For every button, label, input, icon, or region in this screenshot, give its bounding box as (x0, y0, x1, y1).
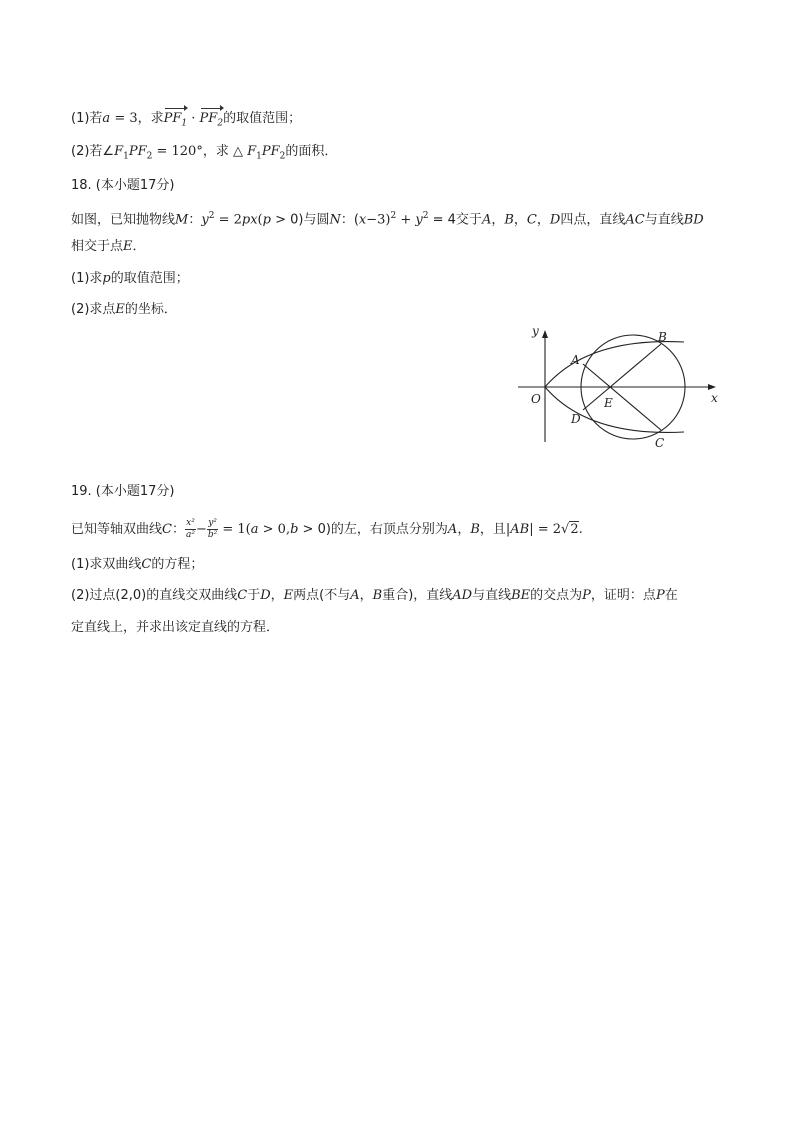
math-var: BD (683, 212, 704, 228)
math-var: D (549, 212, 561, 228)
text: . (578, 522, 583, 537)
parabola-circle-figure (512, 322, 732, 452)
math-var: a (250, 522, 259, 537)
text: ： (171, 522, 185, 537)
text: 重合)，直线 (382, 588, 453, 603)
math-var: a (102, 111, 111, 126)
math-var: AB (510, 522, 530, 537)
math-var: E (123, 239, 133, 254)
math-var: b (290, 522, 299, 537)
vector-pf2 (200, 110, 224, 133)
text: (2)若∠ (71, 144, 115, 159)
subscript: 1 (123, 151, 129, 162)
text: 于 (247, 588, 261, 603)
point-c-label: C (655, 436, 665, 450)
math-var: x (358, 212, 367, 228)
q19-part2-line2: 定直线上，并求出该定直线的方程． (71, 620, 280, 635)
fraction-numerator: x² (186, 518, 195, 528)
math-var: A (481, 212, 492, 228)
math-var: PF (128, 144, 147, 159)
subscript: 2 (217, 118, 224, 129)
math-var: B (504, 212, 514, 228)
square-root: √2 (561, 522, 579, 537)
math-var: BE (511, 588, 531, 603)
q19-header: 19. (本小题17分) (71, 484, 175, 499)
text: ， (491, 212, 505, 228)
q18-part2 (71, 301, 177, 319)
text: ：( (340, 212, 359, 228)
q19-statement-line1 (71, 518, 583, 541)
math-var: F (114, 144, 124, 159)
text: ，证明：点 (590, 588, 656, 603)
text: ( (257, 212, 263, 228)
vector-label: PF (199, 111, 218, 126)
text: 的取值范围； (110, 271, 189, 286)
text: (1)求 (71, 271, 103, 286)
point-d-label: D (571, 412, 581, 426)
line-bd (583, 344, 661, 410)
text: 的方程； (151, 557, 204, 572)
math-var: A (447, 522, 458, 537)
math-var: A (350, 588, 360, 603)
y-axis-arrow (542, 330, 548, 338)
superscript: 2 (422, 211, 429, 221)
fraction-y2-b2 (207, 518, 218, 541)
math-var: P (582, 588, 591, 603)
subscript: 2 (146, 151, 153, 162)
subscript: 1 (256, 151, 262, 162)
fraction-denominator: a² (185, 530, 195, 540)
text: > 0)与圆 (270, 212, 330, 228)
text: > 0, (258, 522, 291, 537)
subscript: 1 (181, 118, 188, 129)
text: = 120°，求 △ (152, 144, 248, 159)
q18-statement-line2 (71, 238, 146, 256)
text: = 1( (218, 522, 251, 537)
superscript: 2 (208, 211, 215, 221)
subscript: 2 (279, 151, 286, 162)
q18-header: 18. (本小题17分) (71, 178, 175, 193)
q19-part1 (71, 556, 203, 574)
text: 如图，已知抛物线 (71, 212, 176, 228)
math-var: y (201, 212, 209, 228)
math-var: p (262, 212, 271, 228)
text: + (396, 212, 416, 228)
math-var: E (283, 588, 294, 603)
math-var: N (329, 212, 341, 228)
text: 的取值范围； (223, 111, 302, 126)
math-var: AC (625, 212, 645, 228)
text: ． (132, 239, 146, 254)
minus-sign: − (195, 522, 207, 537)
math-var: p (102, 271, 111, 286)
math-var: C (141, 557, 152, 572)
text: ： (188, 212, 202, 228)
math-var: C (237, 588, 248, 603)
text: ， (457, 522, 471, 537)
math-var: F (247, 144, 257, 159)
text: ， (536, 212, 550, 228)
math-var: PF (261, 144, 280, 159)
text: = 2 (214, 212, 242, 228)
vector-label: PF (163, 111, 182, 126)
x-axis-label: x (711, 391, 718, 405)
point-e-label: E (604, 396, 613, 410)
text: ， (513, 212, 527, 228)
math-var: M (175, 212, 189, 228)
text: 与直线 (644, 212, 684, 228)
line-ac (583, 364, 661, 430)
vector-pf1 (164, 110, 188, 133)
math-var: B (372, 588, 383, 603)
math-var: E (115, 302, 125, 317)
text: (1)若 (71, 111, 103, 126)
fraction-numerator: y² (208, 518, 217, 528)
text: = 4交于 (428, 212, 482, 228)
point-b-label: B (658, 330, 667, 344)
origin-label: O (531, 392, 541, 406)
text: (2)过点(2,0)的直线交双曲线 (71, 588, 238, 603)
text: ， (270, 588, 284, 603)
q17-part1 (71, 110, 301, 133)
text: −3) (366, 212, 391, 228)
text: 两点(不与 (293, 588, 351, 603)
superscript: 2 (390, 211, 397, 221)
text: = 3，求 (110, 111, 164, 126)
text: | = 2 (529, 522, 562, 537)
text: 四点，直线 (560, 212, 626, 228)
text: 与直线 (472, 588, 512, 603)
math-var: AD (452, 588, 473, 603)
text: ，且| (479, 522, 511, 537)
text: > 0)的左，右顶点分别为 (298, 522, 448, 537)
text: (1)求双曲线 (71, 557, 142, 572)
parabola-upper-branch (545, 342, 684, 387)
text: 的交点为 (530, 588, 583, 603)
y-axis-label: y (532, 324, 539, 338)
q19-part2 (71, 587, 678, 605)
text: 相交于点 (71, 239, 124, 254)
fraction-denominator: b² (207, 530, 218, 540)
text: 已知等轴双曲线 (71, 522, 163, 537)
math-var: C (162, 522, 172, 537)
math-var: C (526, 212, 537, 228)
fraction-x2-a2 (185, 518, 196, 541)
text: (2)求点 (71, 302, 116, 317)
math-var: D (260, 588, 271, 603)
q17-part2 (71, 143, 337, 166)
math-var: B (470, 522, 480, 537)
text: 在 (664, 588, 678, 603)
q18-part1 (71, 270, 189, 288)
dot-operator: · (187, 111, 200, 126)
parabola-lower-branch (545, 387, 684, 432)
radicand: 2 (570, 522, 579, 537)
point-a-label: A (571, 353, 580, 367)
math-var: y (415, 212, 423, 228)
text: 的面积． (285, 144, 338, 159)
math-var: px (241, 212, 258, 228)
text: ， (359, 588, 373, 603)
math-var: P (655, 588, 665, 603)
x-axis-arrow (708, 384, 716, 390)
q18-statement-line1 (71, 207, 704, 229)
text: 的坐标． (124, 302, 177, 317)
